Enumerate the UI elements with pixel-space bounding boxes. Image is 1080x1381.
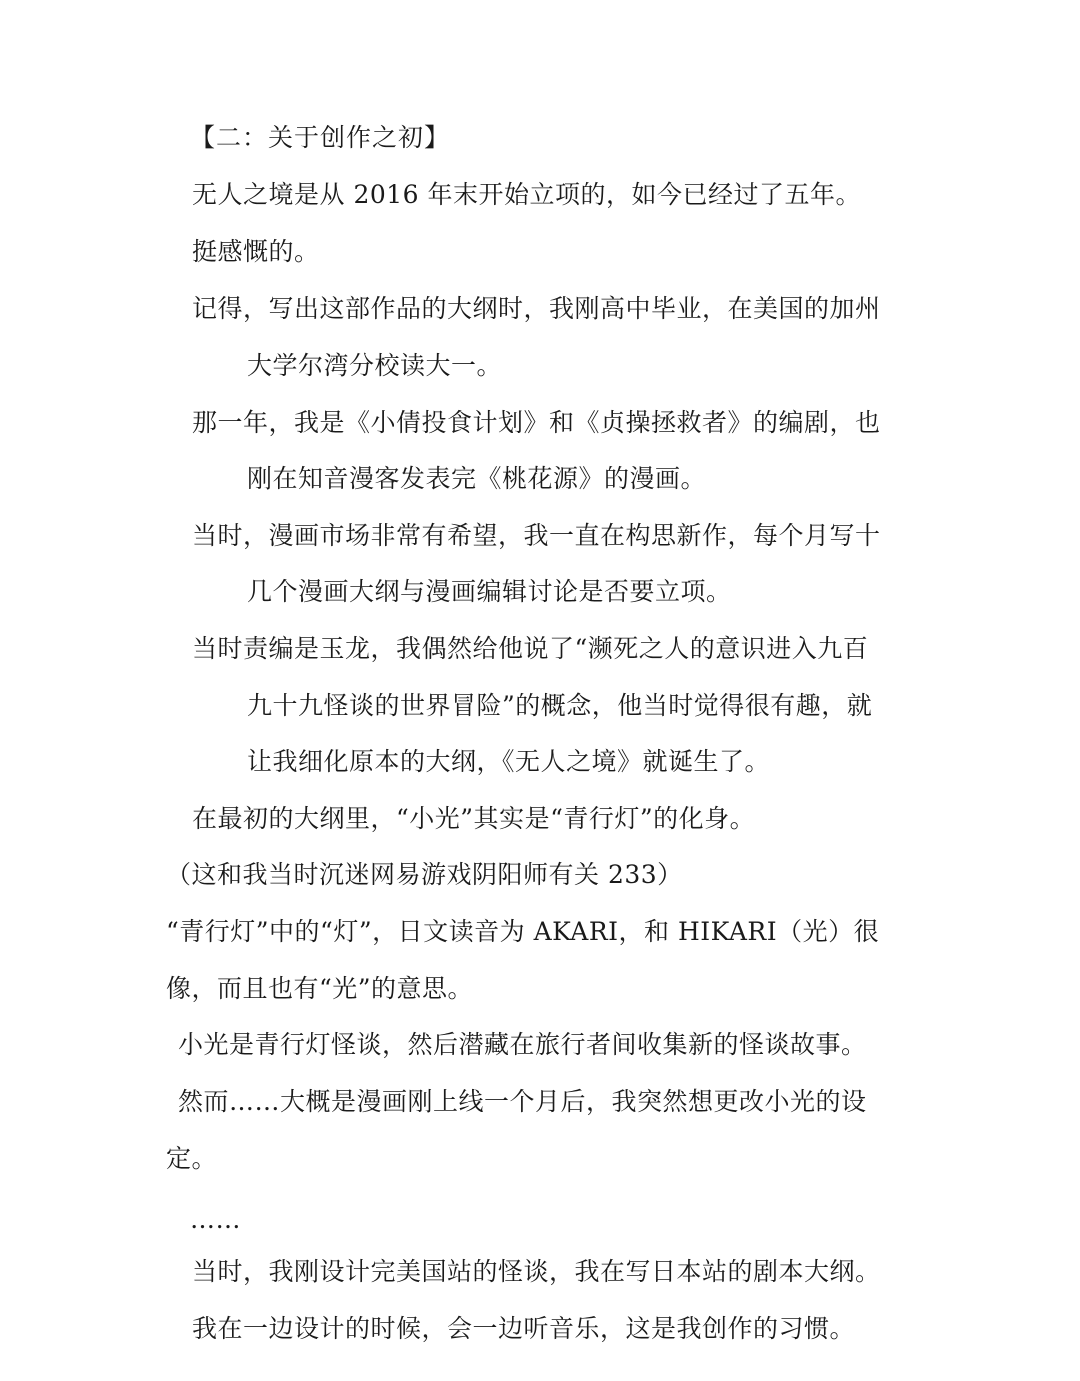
text-line: 让我细化原本的大纲，《无人之境》就诞生了。 xyxy=(247,747,771,776)
text-line: “青行灯”中的“灯”，日文读音为 AKARI，和 HIKARI（光）很 xyxy=(166,917,880,946)
text-line: 当时，我刚设计完美国站的怪谈，我在写日本站的剧本大纲。 xyxy=(192,1257,881,1286)
text-line: 无人之境是从 2016 年末开始立项的，如今已经过了五年。 xyxy=(192,180,862,209)
text-line: （这和我当时沉迷网易游戏阴阳师有关 233） xyxy=(166,860,683,889)
text-line: 我在一边设计的时候，会一边听音乐，这是我创作的习惯。 xyxy=(192,1314,856,1343)
text-line: 挺感慨的。 xyxy=(192,237,320,266)
text-line: 像，而且也有“光”的意思。 xyxy=(166,974,474,1003)
text-line: 定。 xyxy=(166,1144,218,1173)
text-line: 九十九怪谈的世界冒险”的概念，他当时觉得很有趣，就 xyxy=(247,691,873,720)
text-line: 几个漫画大纲与漫画编辑讨论是否要立项。 xyxy=(247,577,732,606)
text-line: 在最初的大纲里，“小光”其实是“青行灯”的化身。 xyxy=(192,804,756,833)
text-line: 小光是青行灯怪谈，然后潜藏在旅行者间收集新的怪谈故事。 xyxy=(178,1030,867,1059)
text-line: 记得，写出这部作品的大纲时，我刚高中毕业，在美国的加州 xyxy=(192,294,881,323)
text-line: 那一年，我是《小倩投食计划》和《贞操拯救者》的编剧，也 xyxy=(192,408,881,437)
text-line: 当时，漫画市场非常有希望，我一直在构思新作，每个月写十 xyxy=(192,521,881,550)
section-heading: 【二：关于创作之初】 xyxy=(190,123,451,152)
text-line: 刚在知音漫客发表完《桃花源》的漫画。 xyxy=(247,464,707,493)
text-line: 然而……大概是漫画刚上线一个月后，我突然想更改小光的设 xyxy=(178,1087,867,1116)
text-line: 当时责编是玉龙，我偶然给他说了“濒死之人的意识进入九百 xyxy=(192,634,869,663)
text-line: 大学尔湾分校读大一。 xyxy=(247,351,503,380)
text-line: …… xyxy=(190,1205,241,1234)
